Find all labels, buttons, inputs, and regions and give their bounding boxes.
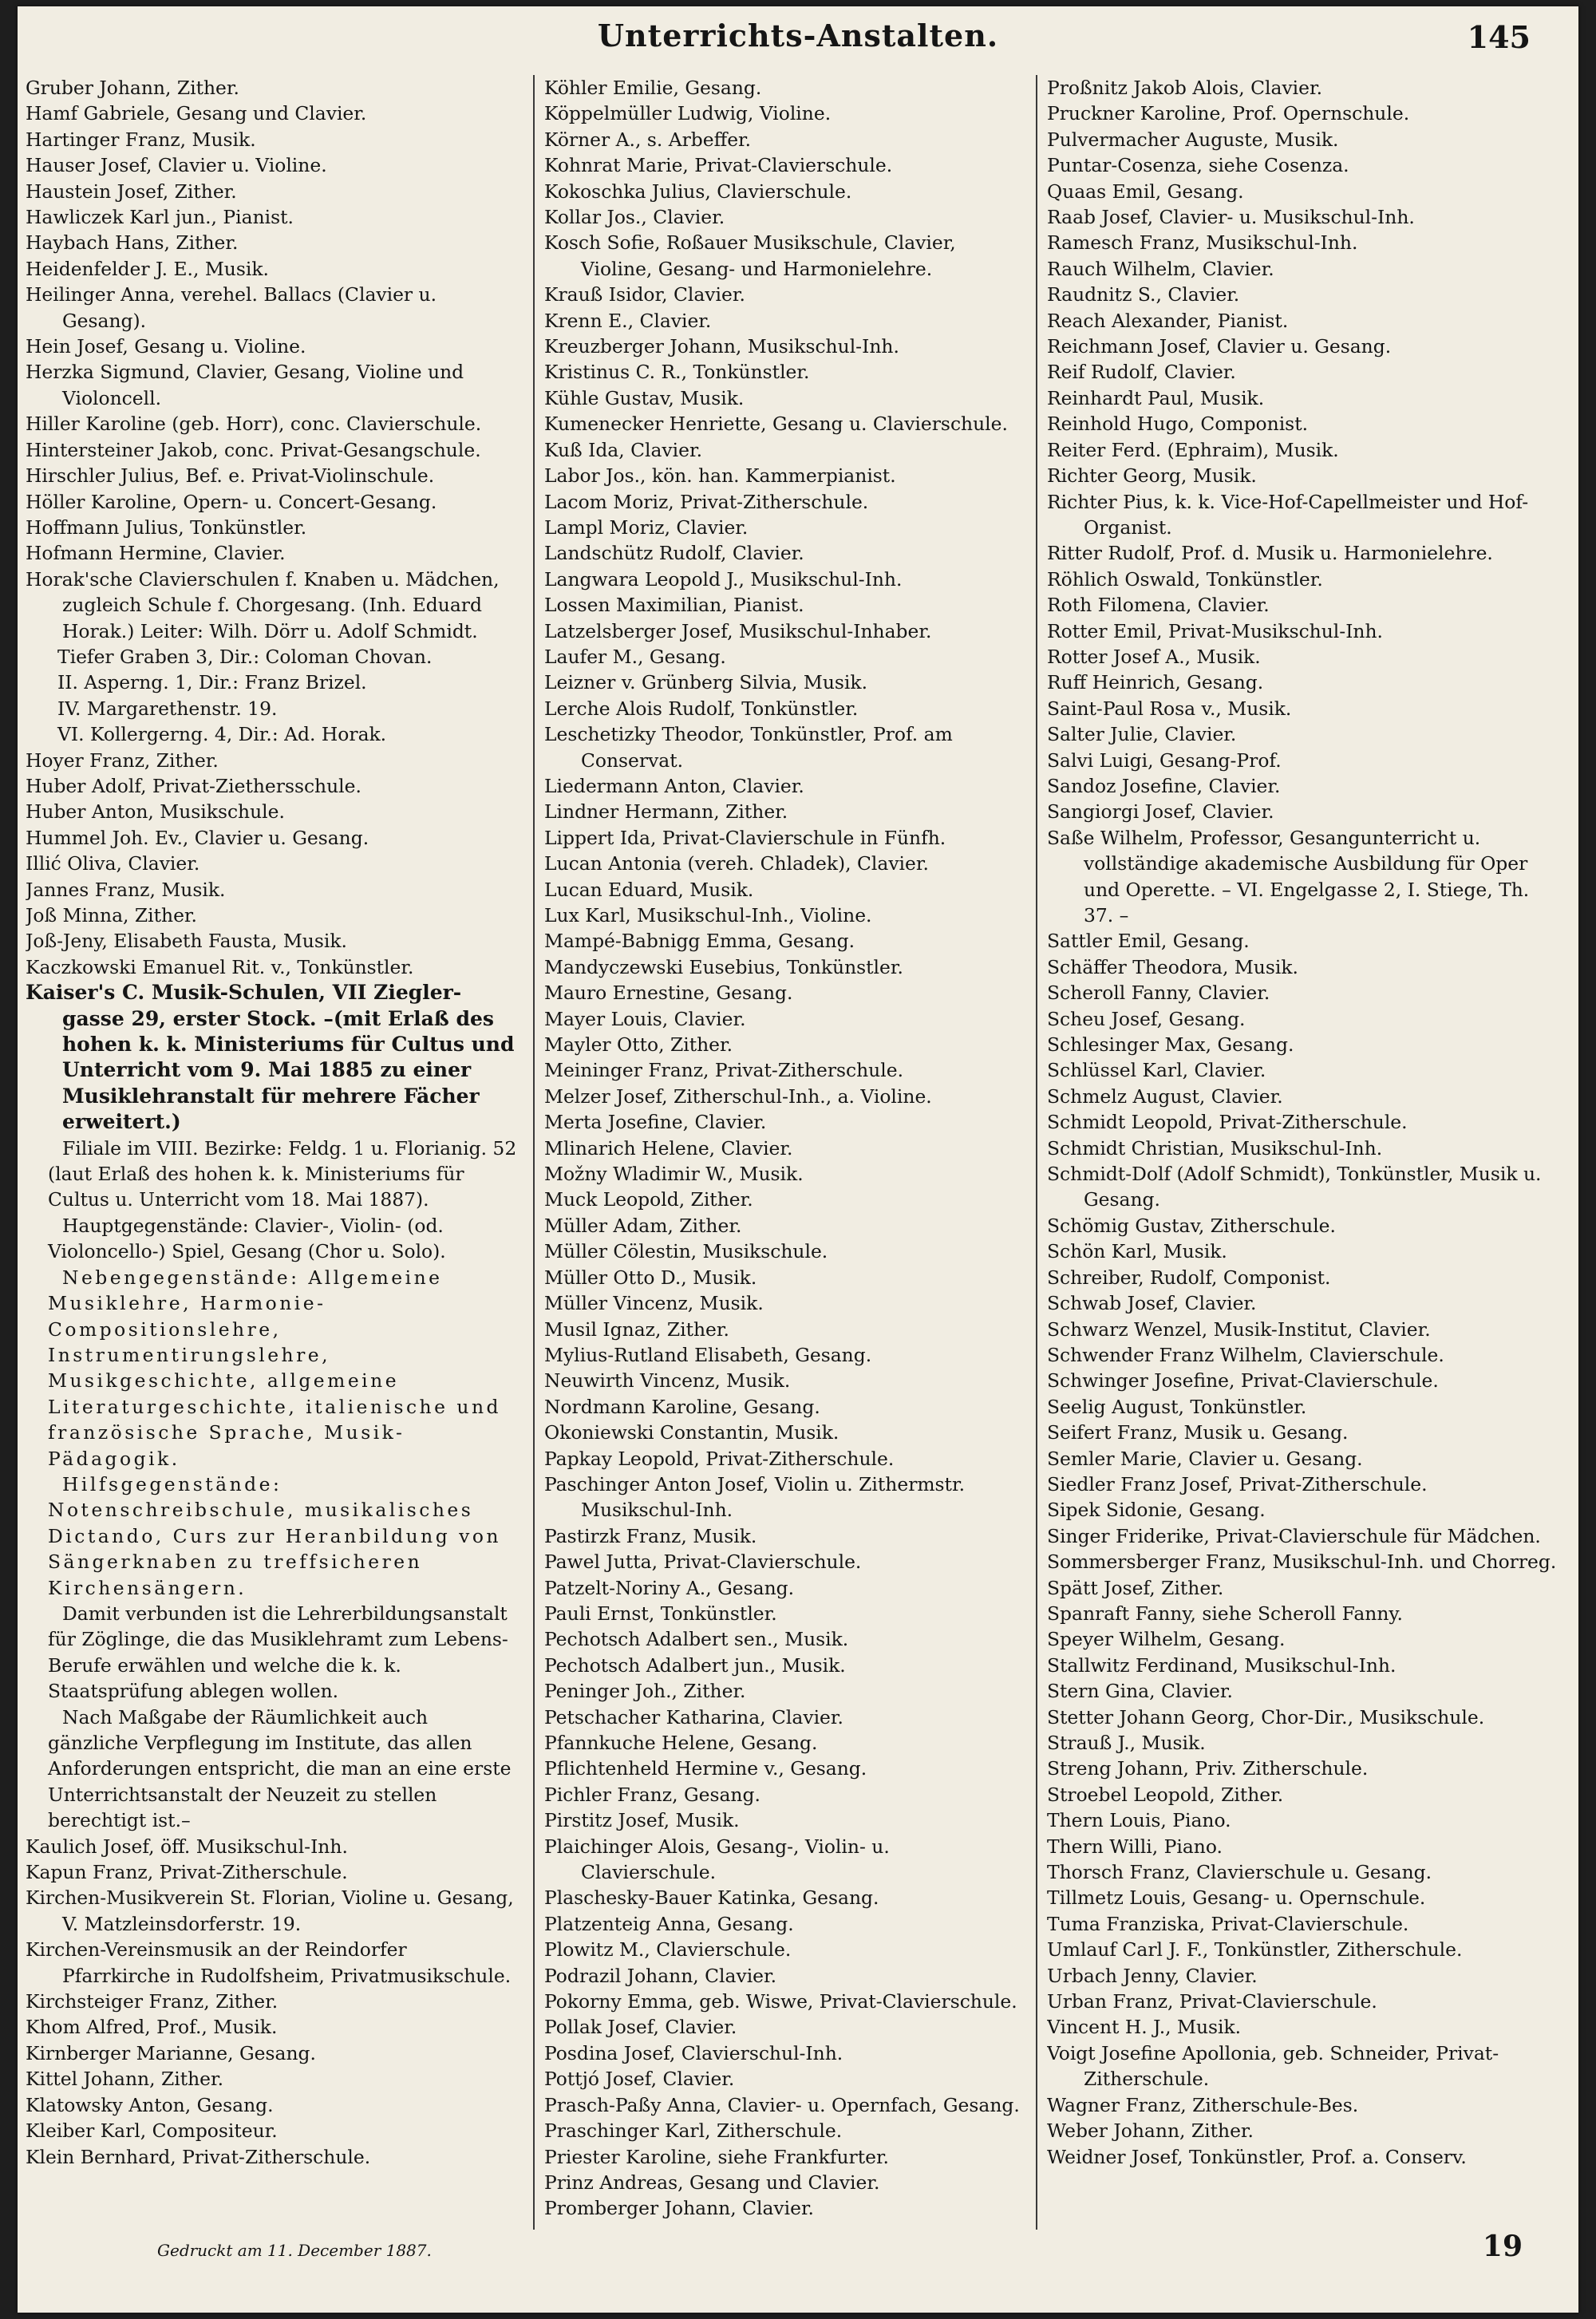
list-item: Hiller Karoline (geb. Horr), conc. Clavierschule.	[26, 413, 482, 436]
list-item: Promberger Johann, Clavier.	[544, 2197, 814, 2220]
advert-heading: Kaiser's C. Musik-Schulen, VII Ziegler-gasse 29, erster Stock. –(mit Erlaß des hohen k. k. Ministeriums für Cultus und Unterricht vom 9. Mai 1885 zu einer Musiklehranstalt für mehrere Fächer erweitert.)	[26, 981, 515, 1134]
list-item: Müller Cölestin, Musikschule.	[544, 1240, 828, 1263]
list-item: Leschetizky Theodor, Tonkünstler, Prof. am Conservat.	[544, 723, 953, 772]
page-title: Unterrichts-Anstalten.	[597, 18, 999, 53]
list-item: Pawel Jutta, Privat-Clavierschule.	[544, 1551, 862, 1574]
list-item: Prasch-Paßy Anna, Clavier- u. Opernfach, Gesang.	[544, 2093, 1020, 2116]
list-item: Mlinarich Helene, Clavier.	[544, 1136, 793, 1160]
list-item: Körner A., s. Arbeffer.	[544, 128, 752, 151]
list-item: Pruckner Karoline, Prof. Opernschule.	[1047, 102, 1410, 125]
list-item: Hartinger Franz, Musik.	[26, 128, 256, 151]
list-item: Voigt Josefine Apollonia, geb. Schneider, Privat-Zitherschule.	[1047, 2041, 1499, 2091]
list-item: Lerche Alois Rudolf, Tonkünstler.	[544, 697, 859, 720]
list-item: Strauß J., Musik.	[1047, 1732, 1206, 1754]
list-item: Kittel Johann, Zither.	[26, 2068, 224, 2091]
list-item: Hirschler Julius, Bef. e. Privat-Violinschule.	[26, 464, 435, 488]
list-item: Hein Josef, Gesang u. Violine.	[26, 335, 306, 358]
list-item: Pauli Ernst, Tonkünstler.	[544, 1602, 777, 1625]
list-item: Melzer Josef, Zitherschul-Inh., a. Violine.	[544, 1084, 932, 1108]
list-item: Laufer M., Gesang.	[544, 645, 726, 668]
list-item: Schömig Gustav, Zitherschule.	[1047, 1214, 1336, 1237]
column-divider	[1036, 75, 1037, 2230]
list-item: Schwender Franz Wilhelm, Clavierschule.	[1047, 1343, 1444, 1366]
list-item: Reiter Ferd. (Ephraim), Musik.	[1047, 438, 1339, 461]
list-item: Plaichinger Alois, Gesang-, Violin- u. Clavierschule.	[544, 1835, 890, 1884]
list-item: Heilinger Anna, verehel. Ballacs (Clavier u. Gesang).	[26, 283, 437, 332]
list-item: Plowitz M., Clavierschule.	[544, 1938, 792, 1961]
list-item: Schwarz Wenzel, Musik-Institut, Clavier.	[1047, 1318, 1431, 1341]
page-number: 145	[1467, 19, 1531, 55]
list-item: Sommersberger Franz, Musikschul-Inh. und Chorreg.	[1047, 1551, 1557, 1574]
list-item: Thern Willi, Piano.	[1047, 1835, 1223, 1858]
list-item: Schmidt-Dolf (Adolf Schmidt), Tonkünstler, Musik u. Gesang.	[1047, 1163, 1542, 1211]
list-item: Mayler Otto, Zither.	[544, 1033, 733, 1057]
list-item-advert: Saße Wilhelm, Professor, Gesangunterricht u. vollständige akademische Ausbildung für Oper und Operette. – VI. Engelgasse 2, I. Stiege, Th. 37. –	[1047, 826, 1530, 926]
list-item: Schmidt Leopold, Privat-Zitherschule.	[1047, 1111, 1408, 1134]
list-item: Proßnitz Jakob Alois, Clavier.	[1047, 77, 1323, 99]
list-item: Mandyczewski Eusebius, Tonkünstler.	[544, 955, 903, 978]
list-item: Haybach Hans, Zither.	[26, 231, 239, 255]
list-item: Müller Otto D., Musik.	[544, 1266, 757, 1289]
list-item: Lucan Antonia (vereh. Chladek), Clavier.	[544, 852, 929, 875]
list-item: Jannes Franz, Musik.	[26, 878, 226, 901]
list-item: Pastirzk Franz, Musik.	[544, 1524, 757, 1547]
list-item: Krauß Isidor, Clavier.	[544, 283, 745, 306]
list-item: Hamf Gabriele, Gesang und Clavier.	[26, 102, 367, 125]
list-item: Mylius-Rutland Elisabeth, Gesang.	[544, 1343, 872, 1366]
list-item: Wagner Franz, Zitherschule-Bes.	[1047, 2093, 1359, 2116]
list-item: Klein Bernhard, Privat-Zitherschule.	[26, 2145, 371, 2168]
list-item: Reichmann Josef, Clavier u. Gesang.	[1047, 335, 1392, 358]
list-item: Podrazil Johann, Clavier.	[544, 1964, 777, 1987]
list-item-branch: IV. Margarethenstr. 19.	[57, 697, 278, 720]
column-left	[26, 75, 520, 2230]
list-item: Schön Karl, Musik.	[1047, 1240, 1227, 1263]
list-item: Thern Louis, Piano.	[1047, 1809, 1231, 1832]
list-item: Gruber Johann, Zither.	[26, 77, 239, 99]
list-item: Nordmann Karoline, Gesang.	[544, 1395, 820, 1418]
list-item: Spätt Josef, Zither.	[1047, 1576, 1224, 1599]
list-item: Kühle Gustav, Musik.	[544, 386, 745, 409]
list-item: Hummel Joh. Ev., Clavier u. Gesang.	[26, 826, 369, 849]
list-item: Sangiorgi Josef, Clavier.	[1047, 800, 1274, 824]
list-item: Posdina Josef, Clavierschul-Inh.	[544, 2041, 843, 2064]
list-item: Pfannkuche Helene, Gesang.	[544, 1732, 818, 1754]
column-right	[1047, 75, 1558, 2230]
list-item: Muck Leopold, Zither.	[544, 1188, 753, 1211]
list-item: Klatowsky Anton, Gesang.	[26, 2093, 274, 2116]
list-item: Pulvermacher Auguste, Musik.	[1047, 128, 1339, 151]
list-item: Lux Karl, Musikschul-Inh., Violine.	[544, 904, 872, 926]
list-item: Kuß Ida, Clavier.	[544, 438, 703, 461]
list-item: Kokoschka Julius, Clavierschule.	[544, 180, 852, 203]
list-item: Musil Ignaz, Zither.	[544, 1318, 729, 1341]
list-item: Lacom Moriz, Privat-Zitherschule.	[544, 490, 869, 513]
directory-page	[18, 6, 1578, 2313]
list-item: Röhlich Oswald, Tonkünstler.	[1047, 567, 1323, 591]
list-item: Scheroll Fanny, Clavier.	[1047, 982, 1270, 1005]
list-item: Pechotsch Adalbert jun., Musik.	[544, 1653, 846, 1677]
list-item: Müller Vincenz, Musik.	[544, 1292, 764, 1315]
list-item: Joß-Jeny, Elisabeth Fausta, Musik.	[26, 930, 347, 953]
list-item: Plaschesky-Bauer Katinka, Gesang.	[544, 1886, 879, 1910]
print-date: Gedruckt am 11. December 1887.	[157, 2241, 432, 2260]
list-item: Seelig August, Tonkünstler.	[1047, 1395, 1307, 1418]
list-item: Leizner v. Grünberg Silvia, Musik.	[544, 671, 868, 694]
list-item: Platzenteig Anna, Gesang.	[544, 1912, 794, 1935]
list-item: Patzelt-Noriny A., Gesang.	[544, 1576, 795, 1599]
list-item: Semler Marie, Clavier u. Gesang.	[1047, 1447, 1363, 1470]
list-item: Huber Anton, Musikschule.	[26, 800, 285, 824]
list-item: Salter Julie, Clavier.	[1047, 723, 1237, 746]
list-item: Stern Gina, Clavier.	[1047, 1680, 1233, 1703]
list-item: Puntar-Cosenza, siehe Cosenza.	[1047, 154, 1349, 177]
list-item: Kapun Franz, Privat-Zitherschule.	[26, 1861, 348, 1884]
list-item: Mayer Louis, Clavier.	[544, 1007, 746, 1030]
list-item: Reach Alexander, Pianist.	[1047, 309, 1289, 332]
list-item: Salvi Luigi, Gesang-Prof.	[1047, 749, 1282, 772]
list-item: Schwinger Josefine, Privat-Clavierschule.	[1047, 1369, 1439, 1393]
list-item: Lippert Ida, Privat-Clavierschule in Fünfh.	[544, 826, 946, 849]
list-item: Schlesinger Max, Gesang.	[1047, 1033, 1294, 1057]
list-item: Schmelz August, Clavier.	[1047, 1084, 1283, 1108]
list-item: Petschacher Katharina, Clavier.	[544, 1705, 843, 1728]
list-item: Pechotsch Adalbert sen., Musik.	[544, 1628, 849, 1651]
list-item: Tillmetz Louis, Gesang- u. Opernschule.	[1047, 1886, 1426, 1910]
advert-paragraph: Damit verbunden ist die Lehrerbildungsanstalt für Zöglinge, die das Musiklehramt zum Lebens-Berufe erwählen und welche die k. k. Staatsprüfung ablegen wollen.	[48, 1602, 508, 1703]
list-item: Höller Karoline, Opern- u. Concert-Gesang.	[26, 490, 437, 513]
list-item: Köhler Emilie, Gesang.	[544, 77, 762, 99]
list-item: Stallwitz Ferdinand, Musikschul-Inh.	[1047, 1653, 1396, 1677]
list-item: Kollar Jos., Clavier.	[544, 206, 725, 229]
list-item: Kreuzberger Johann, Musikschul-Inh.	[544, 335, 899, 358]
list-item: Hauser Josef, Clavier u. Violine.	[26, 154, 327, 177]
list-item: Khom Alfred, Prof., Musik.	[26, 2016, 278, 2039]
list-item: Richter Pius, k. k. Vice-Hof-Capellmeister und Hof-Organist.	[1047, 490, 1529, 539]
list-item: Kaulich Josef, öff. Musikschul-Inh.	[26, 1835, 348, 1858]
list-item: Rotter Josef A., Musik.	[1047, 645, 1261, 668]
list-item: Reinhardt Paul, Musik.	[1047, 386, 1265, 409]
list-item: Kirchen-Vereinsmusik an der Reindorfer Pfarrkirche in Rudolfsheim, Privatmusikschule.	[26, 1938, 512, 1987]
list-item: Rotter Emil, Privat-Musikschul-Inh.	[1047, 619, 1383, 642]
list-item: Heidenfelder J. E., Musik.	[26, 257, 269, 280]
list-item: Lossen Maximilian, Pianist.	[544, 594, 804, 617]
list-item: Krenn E., Clavier.	[544, 309, 712, 332]
list-item: Schlüssel Karl, Clavier.	[1047, 1059, 1266, 1082]
column-middle	[544, 75, 1023, 2230]
advert-paragraph: Filiale im VIII. Bezirke: Feldg. 1 u. Florianig. 52 (laut Erlaß des hohen k. k. Ministeriums für Cultus u. Unterricht vom 18. Mai 1887).	[48, 1136, 517, 1211]
list-item: Pirstitz Josef, Musik.	[544, 1809, 740, 1832]
list-item: Speyer Wilhelm, Gesang.	[1047, 1628, 1286, 1651]
list-item: Kleiber Karl, Compositeur.	[26, 2119, 278, 2143]
list-item: Sipek Sidonie, Gesang.	[1047, 1499, 1266, 1522]
list-item: Joß Minna, Zither.	[26, 904, 197, 926]
list-item: Pottjó Josef, Clavier.	[544, 2068, 735, 2091]
list-item: Müller Adam, Zither.	[544, 1214, 742, 1237]
list-item: Vincent H. J., Musik.	[1047, 2016, 1242, 2039]
list-item: Seifert Franz, Musik u. Gesang.	[1047, 1421, 1349, 1444]
list-item: Streng Johann, Priv. Zitherschule.	[1047, 1757, 1369, 1780]
list-item: Ritter Rudolf, Prof. d. Musik u. Harmonielehre.	[1047, 542, 1493, 565]
list-item: Urban Franz, Privat-Clavierschule.	[1047, 1990, 1377, 2013]
list-item: Haustein Josef, Zither.	[26, 180, 237, 203]
list-item: Raudnitz S., Clavier.	[1047, 283, 1240, 306]
list-item: Neuwirth Vincenz, Musik.	[544, 1369, 791, 1393]
list-item: Lindner Hermann, Zither.	[544, 800, 788, 824]
list-item: Schmidt Christian, Musikschul-Inh.	[1047, 1136, 1383, 1160]
list-item: Ramesch Franz, Musikschul-Inh.	[1047, 231, 1358, 255]
list-item: Schäffer Theodora, Musik.	[1047, 955, 1298, 978]
list-item: Peninger Joh., Zither.	[544, 1680, 746, 1703]
list-item: Prinz Andreas, Gesang und Clavier.	[544, 2171, 880, 2194]
list-item: Lucan Eduard, Musik.	[544, 878, 754, 901]
list-item: Kaczkowski Emanuel Rit. v., Tonkünstler.	[26, 955, 414, 978]
list-item: Singer Friderike, Privat-Clavierschule für Mädchen.	[1047, 1524, 1541, 1547]
list-item: Hintersteiner Jakob, conc. Privat-Gesangschule.	[26, 438, 481, 461]
advert-paragraph: Hauptgegenstände: Clavier-, Violin- (od. Violoncello-) Spiel, Gesang (Chor u. Solo).	[48, 1214, 446, 1263]
list-item: Kosch Sofie, Roßauer Musikschule, Clavier, Violine, Gesang- und Harmonielehre.	[544, 231, 956, 280]
list-item: Siedler Franz Josef, Privat-Zitherschule.	[1047, 1472, 1428, 1495]
list-item: Hoffmann Julius, Tonkünstler.	[26, 516, 307, 539]
list-item: Weber Johann, Zither.	[1047, 2119, 1254, 2143]
list-item: Huber Adolf, Privat-Ziethersschule.	[26, 774, 361, 797]
list-item: Richter Georg, Musik.	[1047, 464, 1257, 488]
list-item: Okoniewski Constantin, Musik.	[544, 1421, 839, 1444]
list-item: Umlauf Carl J. F., Tonkünstler, Zitherschule.	[1047, 1938, 1463, 1961]
list-item: Rauch Wilhelm, Clavier.	[1047, 257, 1274, 280]
list-item: Stroebel Leopold, Zither.	[1047, 1783, 1284, 1806]
list-item: Pollak Josef, Clavier.	[544, 2016, 737, 2039]
list-item: Saint-Paul Rosa v., Musik.	[1047, 697, 1292, 720]
list-item: Reif Rudolf, Clavier.	[1047, 361, 1236, 384]
list-item: Ruff Heinrich, Gesang.	[1047, 671, 1264, 694]
list-item: Roth Filomena, Clavier.	[1047, 594, 1270, 617]
list-item: Hawliczek Karl jun., Pianist.	[26, 206, 294, 229]
list-item: Sattler Emil, Gesang.	[1047, 930, 1250, 953]
list-item: Kirchen-Musikverein St. Florian, Violine u. Gesang, V. Matzleinsdorferstr. 19.	[26, 1886, 514, 1935]
list-item: Landschütz Rudolf, Clavier.	[544, 542, 804, 565]
list-item: Herzka Sigmund, Clavier, Gesang, Violine und Violoncell.	[26, 361, 464, 409]
list-item: Kirnberger Marianne, Gesang.	[26, 2041, 316, 2064]
list-item: Illić Oliva, Clavier.	[26, 852, 200, 875]
list-item: Tuma Franziska, Privat-Clavierschule.	[1047, 1912, 1409, 1935]
list-item: Hoyer Franz, Zither.	[26, 749, 219, 772]
list-item: Lampl Moriz, Clavier.	[544, 516, 749, 539]
list-item-branch: Tiefer Graben 3, Dir.: Coloman Chovan.	[57, 645, 433, 668]
list-item: Kristinus C. R., Tonkünstler.	[544, 361, 810, 384]
list-item: Spanraft Fanny, siehe Scheroll Fanny.	[1047, 1602, 1403, 1625]
list-item: Labor Jos., kön. han. Kammerpianist.	[544, 464, 896, 488]
list-item: Kohnrat Marie, Privat-Clavierschule.	[544, 154, 893, 177]
list-item-branch: VI. Kollergerng. 4, Dir.: Ad. Horak.	[57, 723, 387, 746]
advert-paragraph: Hilfsgegenstände: Notenschreibschule, musikalisches Dictando, Curs zur Heranbildung von Sängerknaben zu treffsicheren Kirchensängern.	[48, 1472, 501, 1599]
list-item: Pokorny Emma, geb. Wiswe, Privat-Clavierschule.	[544, 1990, 1017, 2013]
list-item: Langwara Leopold J., Musikschul-Inh.	[544, 567, 903, 591]
list-item: Mampé-Babnigg Emma, Gesang.	[544, 930, 855, 953]
list-item: Schwab Josef, Clavier.	[1047, 1292, 1257, 1315]
list-item: Quaas Emil, Gesang.	[1047, 180, 1244, 203]
list-item: Scheu Josef, Gesang.	[1047, 1007, 1246, 1030]
list-item: Mauro Ernestine, Gesang.	[544, 982, 793, 1005]
list-item: Pichler Franz, Gesang.	[544, 1783, 760, 1806]
list-item: Kirchsteiger Franz, Zither.	[26, 1990, 279, 2013]
list-item: Köppelmüller Ludwig, Violine.	[544, 102, 832, 125]
list-item: Horak'sche Clavierschulen f. Knaben u. Mädchen, zugleich Schule f. Chorgesang. (Inh. Eduard Horak.) Leiter: Wilh. Dörr u. Adolf Schmidt.	[26, 567, 500, 642]
list-item: Liedermann Anton, Clavier.	[544, 774, 804, 797]
list-item: Latzelsberger Josef, Musikschul-Inhaber.	[544, 619, 932, 642]
list-item: Priester Karoline, siehe Frankfurter.	[544, 2145, 889, 2168]
list-item: Schreiber, Rudolf, Componist.	[1047, 1266, 1331, 1289]
list-item: Papkay Leopold, Privat-Zitherschule.	[544, 1447, 895, 1470]
list-item: Možny Wladimir W., Musik.	[544, 1163, 804, 1186]
list-item: Reinhold Hugo, Componist.	[1047, 413, 1309, 436]
list-item-branch: II. Asperng. 1, Dir.: Franz Brizel.	[57, 671, 367, 694]
list-item: Weidner Josef, Tonkünstler, Prof. a. Conserv.	[1047, 2145, 1467, 2168]
list-item: Urbach Jenny, Clavier.	[1047, 1964, 1258, 1987]
advert-paragraph: Nach Maßgabe der Räumlichkeit auch gänzliche Verpflegung im Institute, das allen Anforderungen entspricht, die man an eine erste Unterrichtsanstalt der Neuzeit zu stellen berechtigt ist.–	[48, 1705, 512, 1832]
column-divider	[533, 75, 535, 2230]
list-item: Praschinger Karl, Zitherschule.	[544, 2119, 843, 2143]
list-item: Sandoz Josefine, Clavier.	[1047, 774, 1281, 797]
list-item: Stetter Johann Georg, Chor-Dir., Musikschule.	[1047, 1705, 1485, 1728]
signature-mark: 19	[1482, 2230, 1523, 2263]
list-item: Raab Josef, Clavier- u. Musikschul-Inh.	[1047, 206, 1415, 229]
list-item: Paschinger Anton Josef, Violin u. Zithermstr. Musikschul-Inh.	[544, 1472, 966, 1522]
list-item: Kumenecker Henriette, Gesang u. Clavierschule.	[544, 413, 1008, 436]
list-item: Hofmann Hermine, Clavier.	[26, 542, 286, 565]
list-item: Thorsch Franz, Clavierschule u. Gesang.	[1047, 1861, 1432, 1884]
advert-paragraph: Nebengegenstände: Allgemeine Musiklehre, Harmonie-Compositionslehre, Instrumentirungslehre, Musikgeschichte, allgemeine Literaturgeschichte, italienische und französische Sprache, Musik-Pädagogik.	[48, 1266, 501, 1470]
list-item: Meininger Franz, Privat-Zitherschule.	[544, 1059, 904, 1082]
list-item: Pflichtenheld Hermine v., Gesang.	[544, 1757, 867, 1780]
list-item: Merta Josefine, Clavier.	[544, 1111, 767, 1134]
